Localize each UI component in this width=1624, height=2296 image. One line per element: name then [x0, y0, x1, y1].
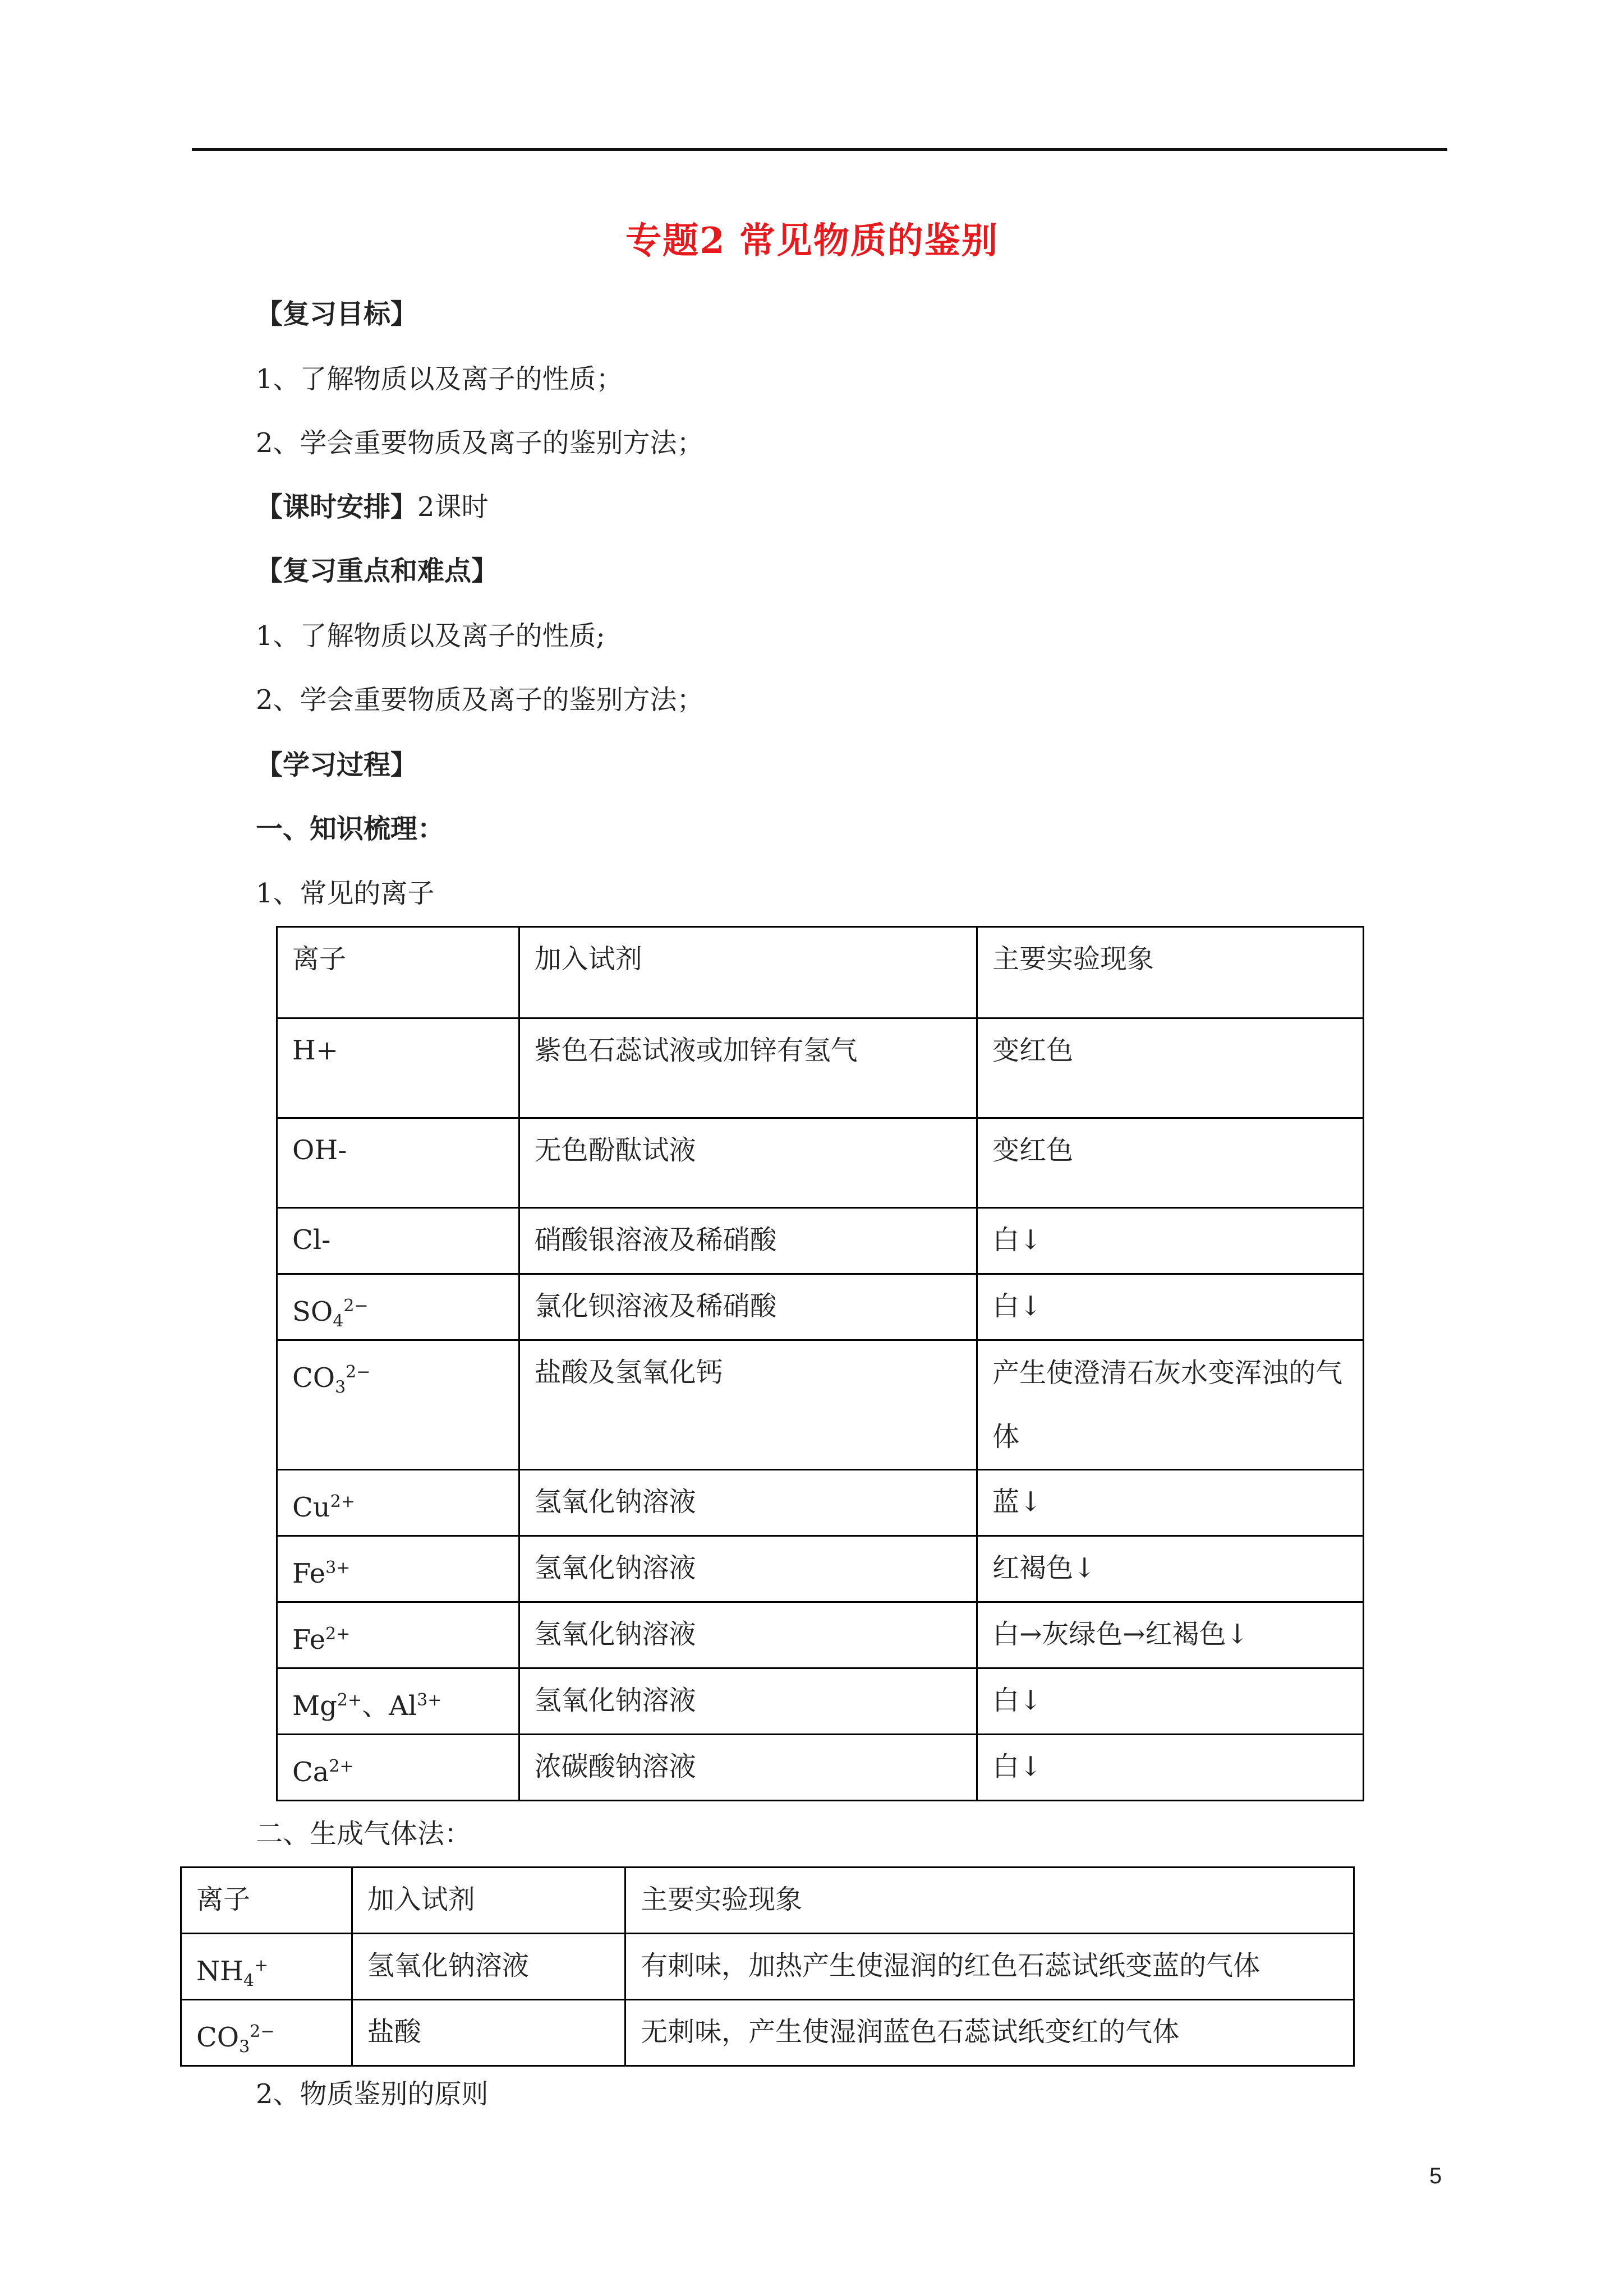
result-cell: 有刺味，加热产生使湿润的红色石蕊试纸变蓝的气体: [625, 1934, 1354, 2000]
reagent-cell: 盐酸: [352, 2000, 625, 2066]
table-row: [181, 1934, 1354, 2000]
reagent-cell: 氢氧化钠溶液: [519, 1668, 977, 1735]
section-heading-key-points: 【复习重点和难点】: [256, 555, 499, 587]
ion-cell: $NH_4^+$: [181, 1934, 352, 2000]
schedule-value: 2课时: [417, 491, 489, 523]
table-row: [181, 2000, 1354, 2066]
reagent-cell: 氯化钡溶液及稀硝酸: [519, 1274, 977, 1340]
reagent-cell: 氢氧化钠溶液: [519, 1536, 977, 1602]
ion-cell: $Fe^{3+}$: [277, 1536, 519, 1602]
table-header-row: [181, 1868, 1354, 1934]
reagent-cell: 紫色石蕊试液或加锌有氢气: [519, 1018, 977, 1118]
page-number: 5: [1429, 2164, 1442, 2188]
subsection-common-ions: 1、常见的离子: [256, 878, 435, 909]
table-row: [277, 1118, 1364, 1208]
section-heading-review-goals: 【复习目标】: [256, 298, 418, 330]
reagent-cell: 氢氧化钠溶液: [519, 1470, 977, 1536]
result-cell: 蓝↓: [977, 1470, 1364, 1536]
table-row: [277, 1274, 1364, 1340]
key-point-2: 2、学会重要物质及离子的鉴别方法；: [256, 684, 704, 716]
ion-cell: $Cu^{2+}$: [277, 1470, 519, 1536]
reagent-cell: 浓碳酸钠溶液: [519, 1735, 977, 1801]
header-ion: 离子: [277, 927, 519, 1018]
table-row: [277, 1735, 1364, 1801]
header-result: 主要实验现象: [625, 1868, 1354, 1934]
section-heading-process: 【学习过程】: [256, 749, 418, 781]
table-row: [277, 1208, 1364, 1274]
goal-item-1: 1、了解物质以及离子的性质；: [256, 363, 623, 395]
result-cell: 白↓: [977, 1274, 1364, 1340]
goal-item-2: 2、学会重要物质及离子的鉴别方法；: [256, 427, 704, 459]
reagent-cell: 氢氧化钠溶液: [519, 1602, 977, 1668]
result-cell: 产生使澄清石灰水变浑浊的气体: [977, 1340, 1364, 1470]
common-ions-table: [276, 926, 1364, 1801]
table-row: [277, 1536, 1364, 1602]
result-cell: 白↓: [977, 1735, 1364, 1801]
table-header-row: [277, 927, 1364, 1018]
subsection-identification-principles: 2、物质鉴别的原则: [256, 2078, 489, 2110]
section-heading-gas-method: 二、生成气体法：: [256, 1818, 472, 1850]
reagent-cell: 无色酚酞试液: [519, 1118, 977, 1208]
table-row: [277, 1470, 1364, 1536]
ion-cell: $CO_3^{2-}$: [181, 2000, 352, 2066]
header-ion: 离子: [181, 1868, 352, 1934]
page-title: 专题2 常见物质的鉴别: [625, 220, 999, 262]
reagent-cell: 氢氧化钠溶液: [352, 1934, 625, 2000]
result-cell: 白↓: [977, 1208, 1364, 1274]
result-cell: 红褐色↓: [977, 1536, 1364, 1602]
ion-cell: $CO_3^{2-}$: [277, 1340, 519, 1470]
gas-method-table: [180, 1866, 1355, 2067]
header-reagent: 加入试剂: [519, 927, 977, 1018]
table-row: [277, 1602, 1364, 1668]
schedule-heading: 【课时安排】: [256, 491, 418, 523]
reagent-cell: 盐酸及氢氧化钙: [519, 1340, 977, 1470]
ion-cell: H+: [277, 1018, 519, 1118]
result-cell: 变红色: [977, 1118, 1364, 1208]
ion-cell: $Ca^{2+}$: [277, 1735, 519, 1801]
ion-cell: $SO_4^{2-}$: [277, 1274, 519, 1340]
ion-cell: Cl-: [277, 1208, 519, 1274]
section-heading-knowledge: 一、知识梳理：: [256, 813, 445, 845]
result-cell: 无刺味，产生使湿润蓝色石蕊试纸变红的气体: [625, 2000, 1354, 2066]
table-row: [277, 1340, 1364, 1470]
ion-cell: $Mg^{2+}$、$Al^{3+}$: [277, 1668, 519, 1735]
schedule-line: [256, 490, 489, 524]
header-reagent: 加入试剂: [352, 1868, 625, 1934]
result-cell: 白↓: [977, 1668, 1364, 1735]
result-cell: 白→灰绿色→红褐色↓: [977, 1602, 1364, 1668]
header-result: 主要实验现象: [977, 927, 1364, 1018]
result-cell: 变红色: [977, 1018, 1364, 1118]
header-rule: [192, 148, 1447, 151]
reagent-cell: 硝酸银溶液及稀硝酸: [519, 1208, 977, 1274]
ion-cell: OH-: [277, 1118, 519, 1208]
table-row: [277, 1668, 1364, 1735]
ion-cell: $Fe^{2+}$: [277, 1602, 519, 1668]
table-row: [277, 1018, 1364, 1118]
key-point-1: 1、了解物质以及离子的性质;: [256, 620, 605, 652]
